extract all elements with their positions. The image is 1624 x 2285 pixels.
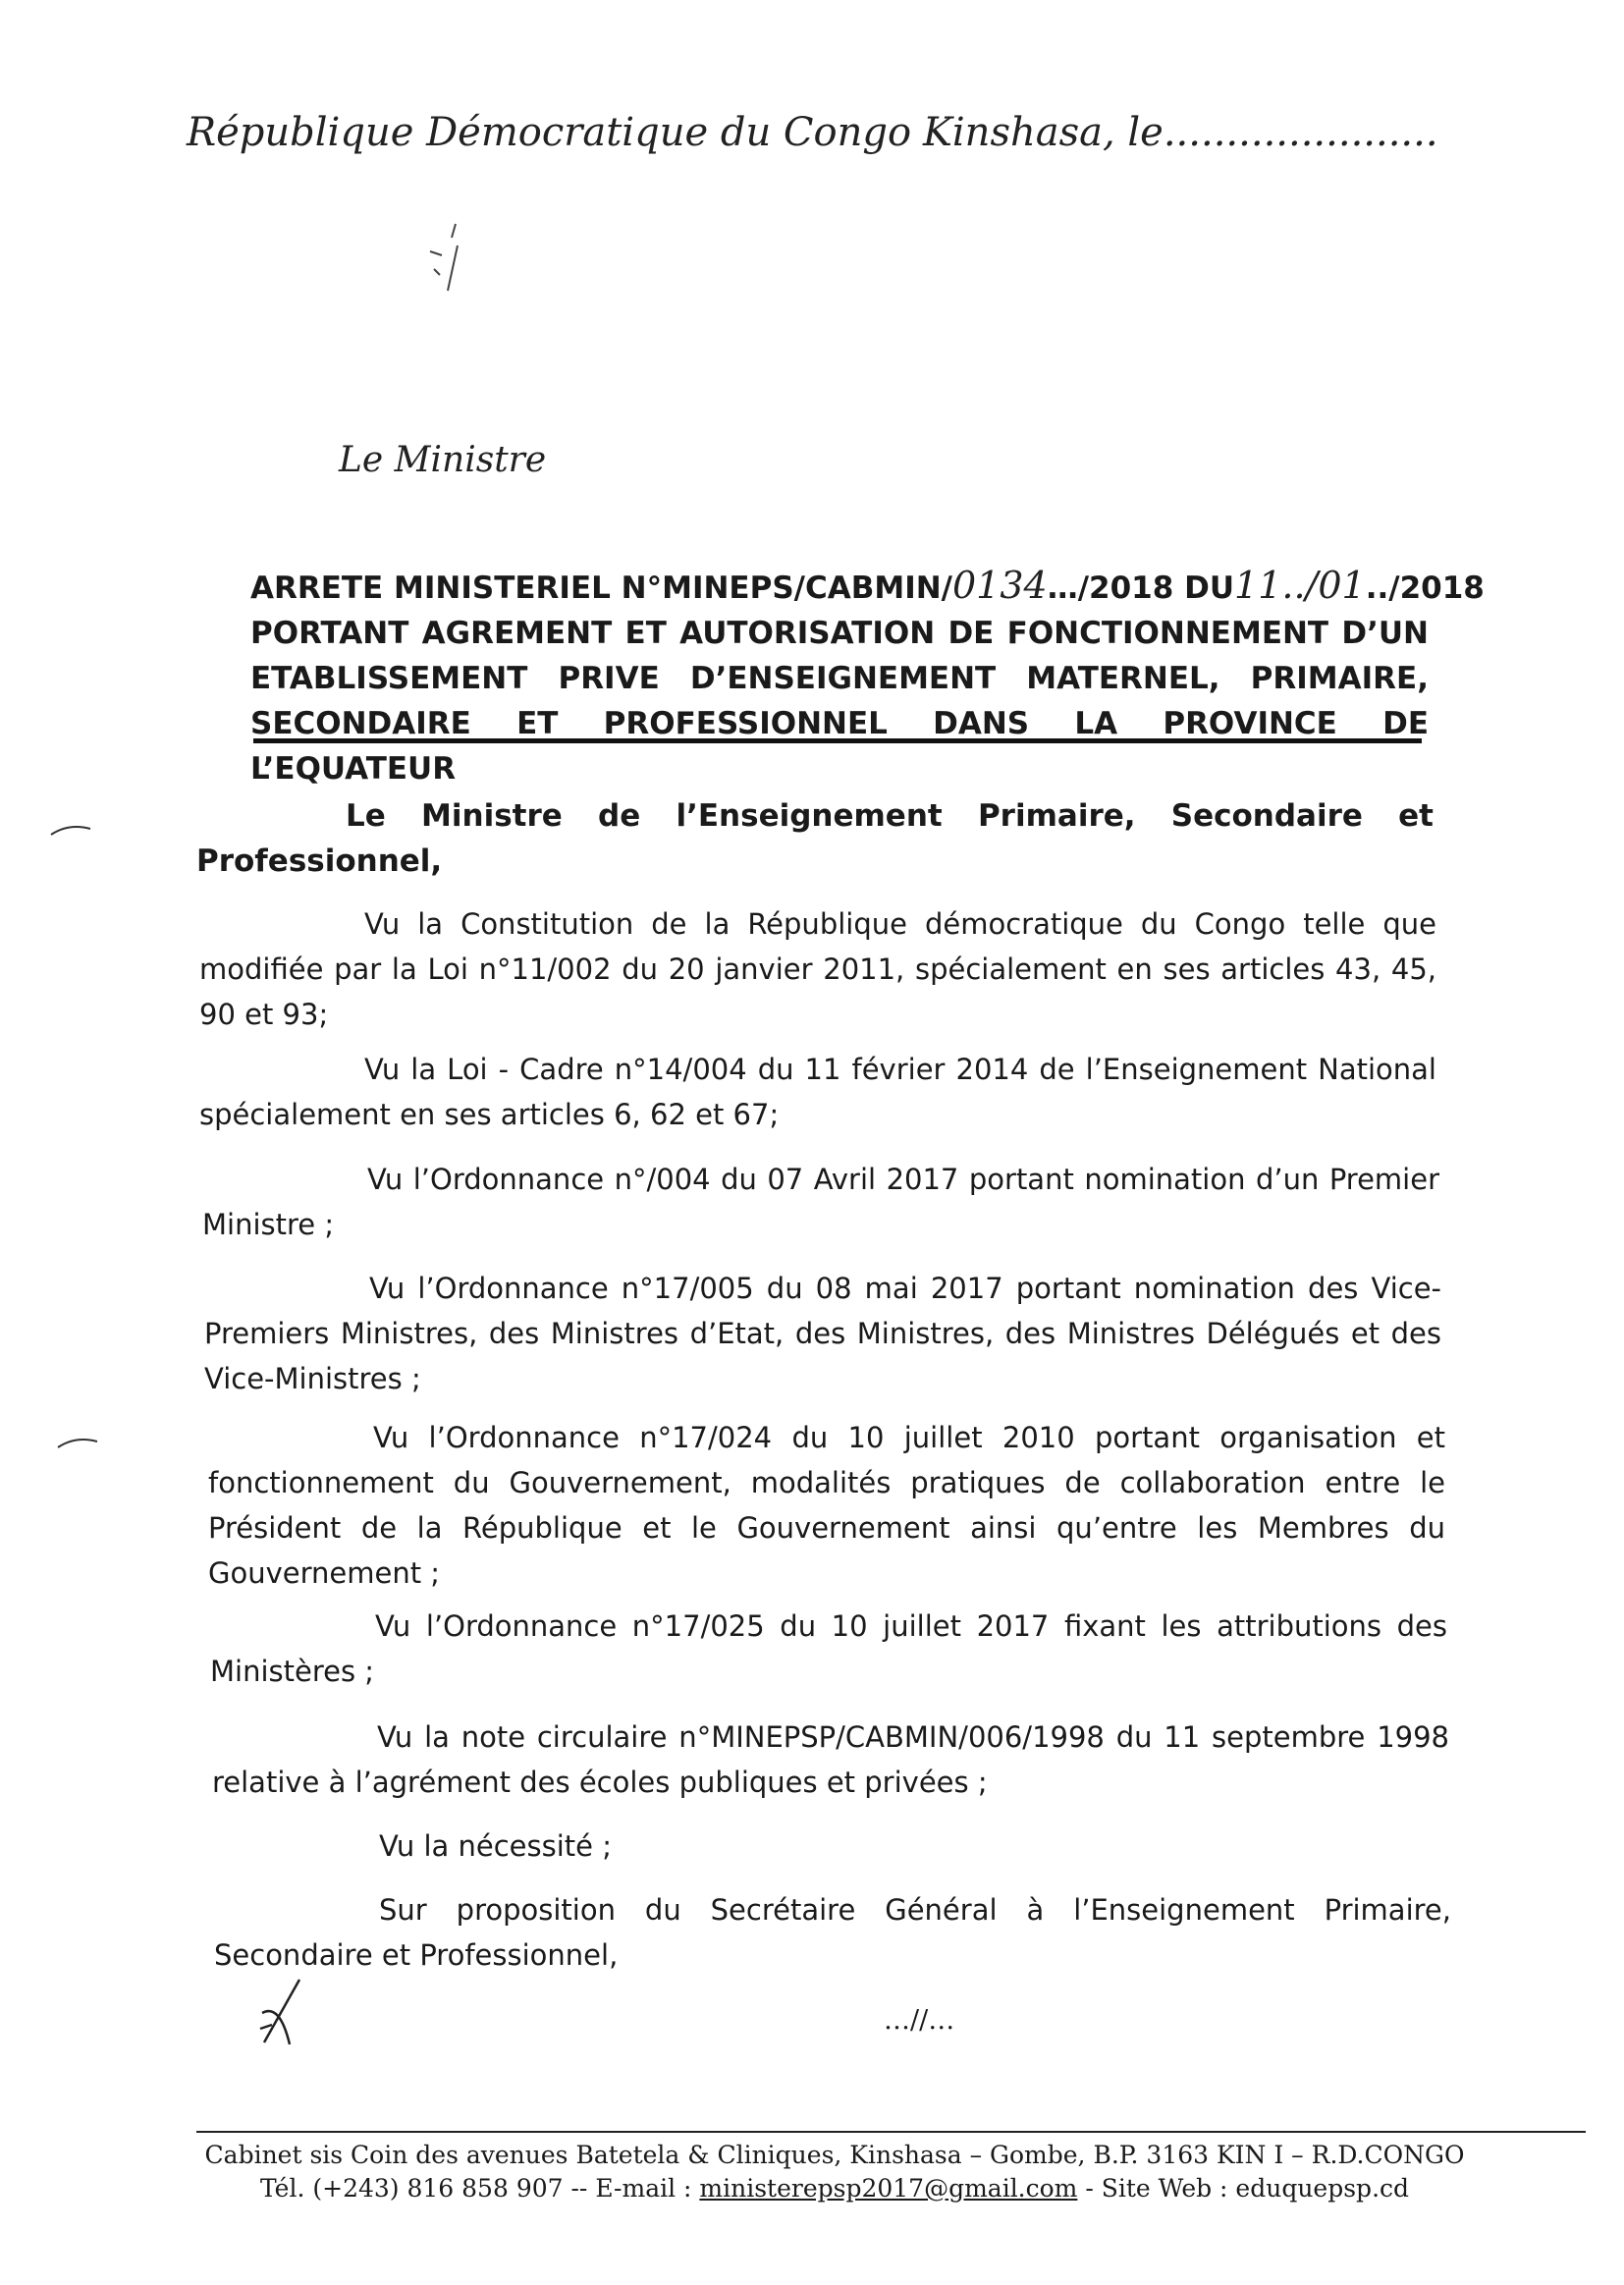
consideration-2: Vu la Loi - Cadre n°14/004 du 11 février 2014 de l’Enseignement National spécialement en ses articles 6, 62 et 67; bbox=[199, 1053, 1436, 1131]
footer-rule bbox=[196, 2131, 1586, 2133]
consideration-6: Vu l’Ordonnance n°17/025 du 10 juillet 2017 fixant les attributions des Ministères ; bbox=[210, 1609, 1447, 1688]
title-underline bbox=[253, 738, 1422, 743]
consideration-7: Vu la note circulaire n°MINEPSP/CABMIN/006/1998 du 11 septembre 1998 relative à l’agrément des écoles publiques et privées ; bbox=[212, 1720, 1449, 1799]
footer bbox=[196, 2139, 1473, 2205]
minister-heading: Le Ministre de l’Enseignement Primaire, Secondaire et Professionnel, bbox=[196, 798, 1434, 879]
title-line-3: ETABLISSEMENT PRIVE D’ENSEIGNEMENT MATERNEL, PRIMAIRE, bbox=[250, 661, 1429, 696]
decree-title bbox=[250, 563, 1485, 791]
continuation-mark: …//… bbox=[884, 2005, 955, 2036]
margin-mark-icon bbox=[47, 821, 96, 841]
handwritten-date: 11../01 bbox=[1234, 564, 1366, 607]
consideration-9: Sur proposition du Secrétaire Général à l’Enseignement Primaire, Secondaire et Professionnel, bbox=[214, 1893, 1451, 1972]
consideration-8: Vu la nécessité ; bbox=[379, 1829, 612, 1863]
country-name: République Démocratique du Congo bbox=[187, 110, 912, 155]
consideration-4: Vu l’Ordonnance n°17/005 du 08 mai 2017 portant nomination des Vice-Premiers Ministres, des Ministres d’Etat, des Ministres, des Ministres Délégués et des Vice-Ministres ; bbox=[204, 1272, 1441, 1395]
title-line-1: ARRETE MINISTERIEL N°MINEPS/CABMIN/0134…/2018 DU11../01../2018 bbox=[250, 564, 1485, 607]
consideration-5: Vu l’Ordonnance n°17/024 du 10 juillet 2010 portant organisation et fonctionnement du Gouvernement, modalités pratiques de collaboration entre le Président de la République et le Gouvernement ainsi qu’entre les Membres du Gouvernement ; bbox=[208, 1421, 1445, 1590]
margin-mark-icon bbox=[54, 1434, 103, 1453]
footer-address: Cabinet sis Coin des avenues Batetela & Cliniques, Kinshasa – Gombe, B.P. 3163 KIN I – R.D.CONGO bbox=[204, 2141, 1465, 2169]
handwritten-number: 0134 bbox=[952, 564, 1048, 607]
footer-contact: Tél. (+243) 816 858 907 -- E-mail : ministerepsp2017@gmail.com - Site Web : eduquepsp.cd bbox=[259, 2174, 1410, 2203]
footer-email-link[interactable]: ministerepsp2017@gmail.com bbox=[699, 2174, 1078, 2203]
initial-mark-icon bbox=[412, 216, 471, 295]
place-date: Kinshasa, le...................... bbox=[923, 110, 1438, 155]
paraphe-signature-icon bbox=[250, 1974, 319, 2052]
consideration-3: Vu l’Ordonnance n°/004 du 07 Avril 2017 portant nomination d’un Premier Ministre ; bbox=[202, 1163, 1439, 1241]
office-title: Le Ministre bbox=[339, 440, 547, 480]
title-line-2: PORTANT AGREMENT ET AUTORISATION DE FONCTIONNEMENT D’UN bbox=[250, 616, 1429, 651]
consideration-1: Vu la Constitution de la République démocratique du Congo telle que modifiée par la Loi n°11/002 du 20 janvier 2011, spécialement en ses articles 43, 45, 90 et 93; bbox=[199, 907, 1436, 1031]
title-line-4: SECONDAIRE ET PROFESSIONNEL DANS LA PROVINCE DE L’EQUATEUR bbox=[250, 706, 1429, 787]
